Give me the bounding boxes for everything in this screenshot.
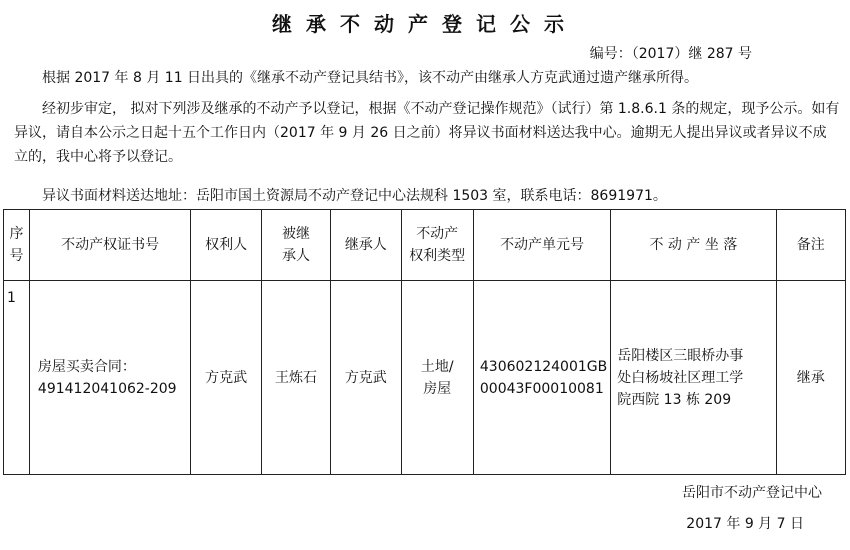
header-seq-line1: 序: [9, 226, 24, 242]
cell-unit-line2: 00043F00010081: [479, 380, 604, 397]
cell-cert-line1: 房屋买卖合同：: [37, 358, 136, 375]
cell-unit-line1: 430602124001GB: [479, 358, 608, 375]
cell-deceased: 王炼石: [261, 281, 330, 475]
header-seq: [4, 210, 30, 281]
issue-date: 2017 年 9 月 7 日: [686, 516, 804, 532]
header-right-type: [401, 210, 473, 281]
cell-right-type: [401, 281, 473, 475]
header-deceased-line1: 被继: [281, 226, 310, 242]
paragraph-address: 异议书面材料送达地址：岳阳市国土资源局不动产登记中心法规科 1503 室，联系电话：8691971。: [42, 188, 667, 204]
header-seq-line2: 号: [9, 248, 24, 264]
cell-location: [611, 281, 776, 475]
cell-location-line2: 处白杨坡社区理工学: [617, 369, 744, 386]
registration-table: [3, 209, 846, 475]
header-owner: 权利人: [191, 210, 261, 281]
header-heir: 继承人: [331, 210, 401, 281]
paragraph-review: 经初步审定， 拟对下列涉及继承的不动产予以登记，根据《不动产登记操作规范》（试行）第 1.8.6.1 条的规定，现予公示。如有异议，请自本公示之日起十五个工作日内（2017 年 9 月 26 日之前）将异议书面材料送达我中心。逾期无人提出异议或者异议不成立的，我中心将予以登记。: [14, 101, 840, 165]
header-cert-number: 不动产权证书号: [29, 210, 191, 281]
cell-owner: 方克武: [191, 281, 261, 475]
cell-seq: 1: [4, 281, 30, 475]
cell-cert-number: [29, 281, 191, 475]
header-unit-number: 不动产单元号: [473, 210, 610, 281]
cell-type-line1: 土地/: [420, 358, 454, 375]
cell-remark: 继承: [776, 281, 845, 475]
notice-title: 继承不动产登记公示: [272, 12, 578, 36]
cell-location-line1: 岳阳楼区三眼桥办事: [617, 347, 744, 364]
header-right-type-line1: 不动产: [416, 226, 459, 242]
paragraph-basis: 根据 2017 年 8 月 11 日出具的《继承不动产登记具结书》，该不动产由继承人方克武通过遗产继承所得。: [42, 70, 699, 86]
document-number: 编号：（2017）继 287 号: [589, 46, 752, 62]
cell-type-line2: 房屋: [423, 380, 452, 397]
cell-heir: 方克武: [331, 281, 401, 475]
header-deceased: [261, 210, 330, 281]
header-location: 不 动 产 坐 落: [611, 210, 776, 281]
cell-location-line3: 院西院 13 栋 209: [617, 391, 732, 408]
table-header-row: [4, 210, 846, 281]
header-deceased-line2: 承人: [281, 248, 310, 264]
header-right-type-line2: 权利类型: [409, 248, 466, 264]
cell-unit-number: [473, 281, 610, 475]
table-row: [4, 281, 846, 475]
cell-cert-line2: 491412041062-209: [37, 380, 177, 397]
header-remark: 备注: [776, 210, 845, 281]
issuing-organization: 岳阳市不动产登记中心: [682, 485, 822, 501]
